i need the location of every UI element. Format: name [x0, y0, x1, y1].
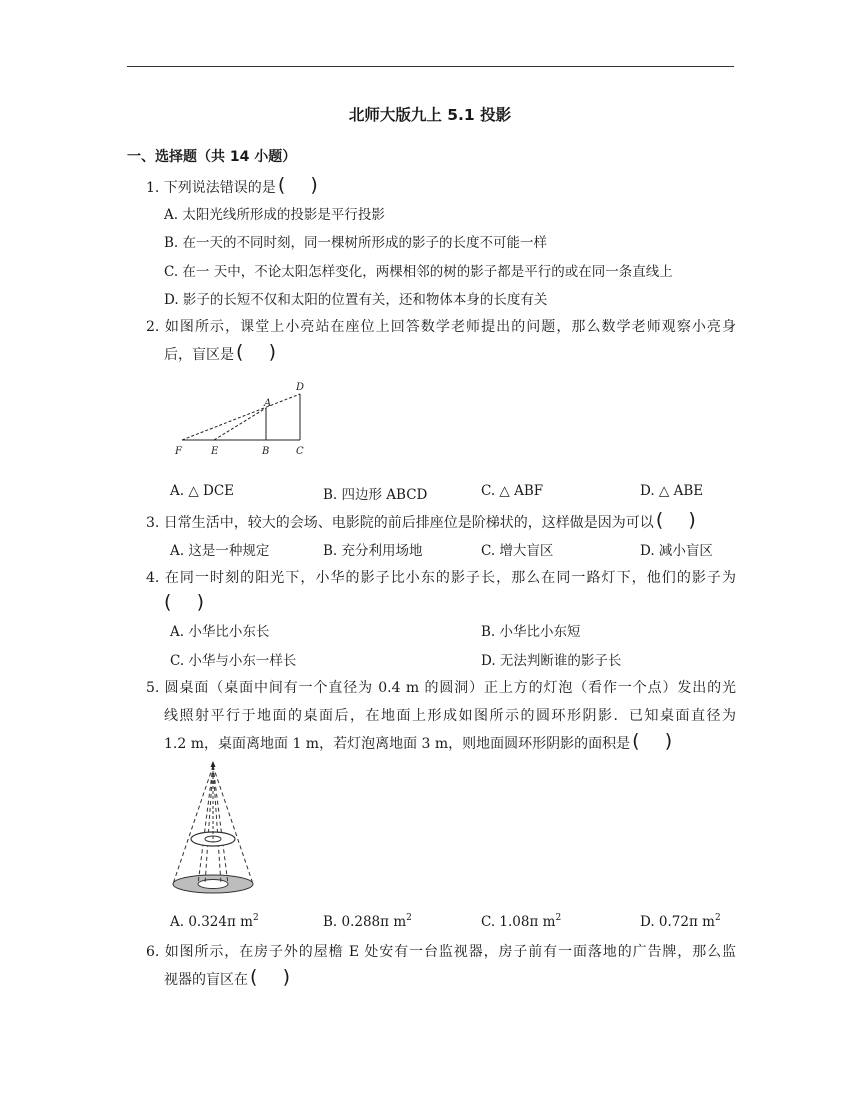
label-d: D — [296, 382, 305, 393]
q2-option-c: C. △ ABF — [481, 483, 544, 499]
q4-option-d: D. 无法判断谁的影子长 — [481, 653, 622, 669]
question-5-stem-line1: 5. 圆桌面（桌面中间有一个直径为 0.4 m 的圆洞）正上方的灯泡（看作一个点）发出的光 — [146, 680, 736, 696]
q5-option-c: C. 1.08π $m^2$ — [481, 913, 562, 930]
question-1-stem: 1. 下列说法错误的是( ) — [146, 177, 736, 197]
q1-option-b: B. 在一天的不同时刻，同一棵树所形成的影子的长度不可能一样 — [164, 235, 548, 251]
question-6-stem-line2: 视器的盲区在( ) — [164, 969, 290, 989]
q4-option-c: C. 小华与小东一样长 — [170, 653, 297, 669]
q1-option-a: A. 太阳光线所形成的投影是平行投影 — [164, 207, 385, 223]
label-c: C — [296, 446, 304, 457]
question-5-stem-line3: 1.2 m，桌面离地面 1 m，若灯泡离地面 3 m，则地面圆环形阴影的面积是( ) — [164, 733, 672, 753]
q2-figure — [170, 378, 320, 458]
q3-option-a: A. 这是一种规定 — [170, 543, 270, 559]
label-b: B — [262, 446, 270, 457]
question-6-stem-line1: 6. 如图所示，在房子外的屋檐 E 处安有一台监视器，房子前有一面落地的广告牌，那么监 — [146, 944, 736, 960]
q5-option-b: B. 0.288π $m^2$ — [323, 913, 412, 930]
q3-option-d: D. 减小盲区 — [640, 543, 713, 559]
answer-bracket — [236, 344, 276, 362]
question-2-stem-line1: 2. 如图所示，课堂上小亮站在座位上回答数学老师提出的问题，那么数学老师观察小亮身 — [146, 319, 736, 335]
answer-bracket — [278, 177, 318, 195]
answer-bracket — [250, 969, 290, 987]
label-e: E — [211, 446, 219, 457]
q4-option-b: B. 小华比小东短 — [481, 624, 581, 640]
q3-option-b: B. 充分利用场地 — [323, 543, 423, 559]
question-3-stem: 3. 日常生活中，较大的会场、电影院的前后排座位是阶梯状的，这样做是因为可以( ) — [146, 512, 736, 532]
q2-option-d: D. △ ABE — [640, 483, 704, 499]
label-f: F — [175, 446, 182, 457]
q5-figure — [168, 758, 263, 900]
q1-option-c: C. 在一 天中，不论太阳怎样变化，两棵相邻的树的影子都是平行的或在同一条直线上 — [164, 264, 673, 280]
label-a: A — [264, 398, 272, 409]
section-heading: 一、选择题（共 14 小题） — [127, 149, 297, 165]
header-rule — [127, 66, 734, 67]
q2-option-b: B. 四边形 ABCD — [323, 487, 428, 503]
q5-option-d: D. 0.72π $m^2$ — [640, 913, 721, 930]
question-2-stem-line2: 后，盲区是( ) — [164, 344, 276, 364]
q2-option-a: A. △ DCE — [170, 483, 235, 499]
answer-bracket — [656, 512, 696, 530]
question-5-stem-line2: 线照射平行于地面的桌面后，在地面上形成如图所示的圆环形阴影．已知桌面直径为 — [164, 708, 736, 724]
q1-option-d: D. 影子的长短不仅和太阳的位置有关，还和物体本身的长度有关 — [164, 292, 548, 308]
answer-bracket — [164, 594, 204, 612]
question-4-stem: 4. 在同一时刻的阳光下，小华的影子比小东的影子长，那么在同一路灯下，他们的影子为 — [146, 570, 736, 586]
page-title: 北师大版九上 5.1 投影 — [348, 106, 512, 124]
q4-option-a: A. 小华比小东长 — [170, 624, 270, 640]
q5-option-a: A. 0.324π $m^2$ — [170, 913, 259, 930]
answer-bracket — [632, 733, 672, 751]
q3-option-c: C. 增大盲区 — [481, 543, 554, 559]
